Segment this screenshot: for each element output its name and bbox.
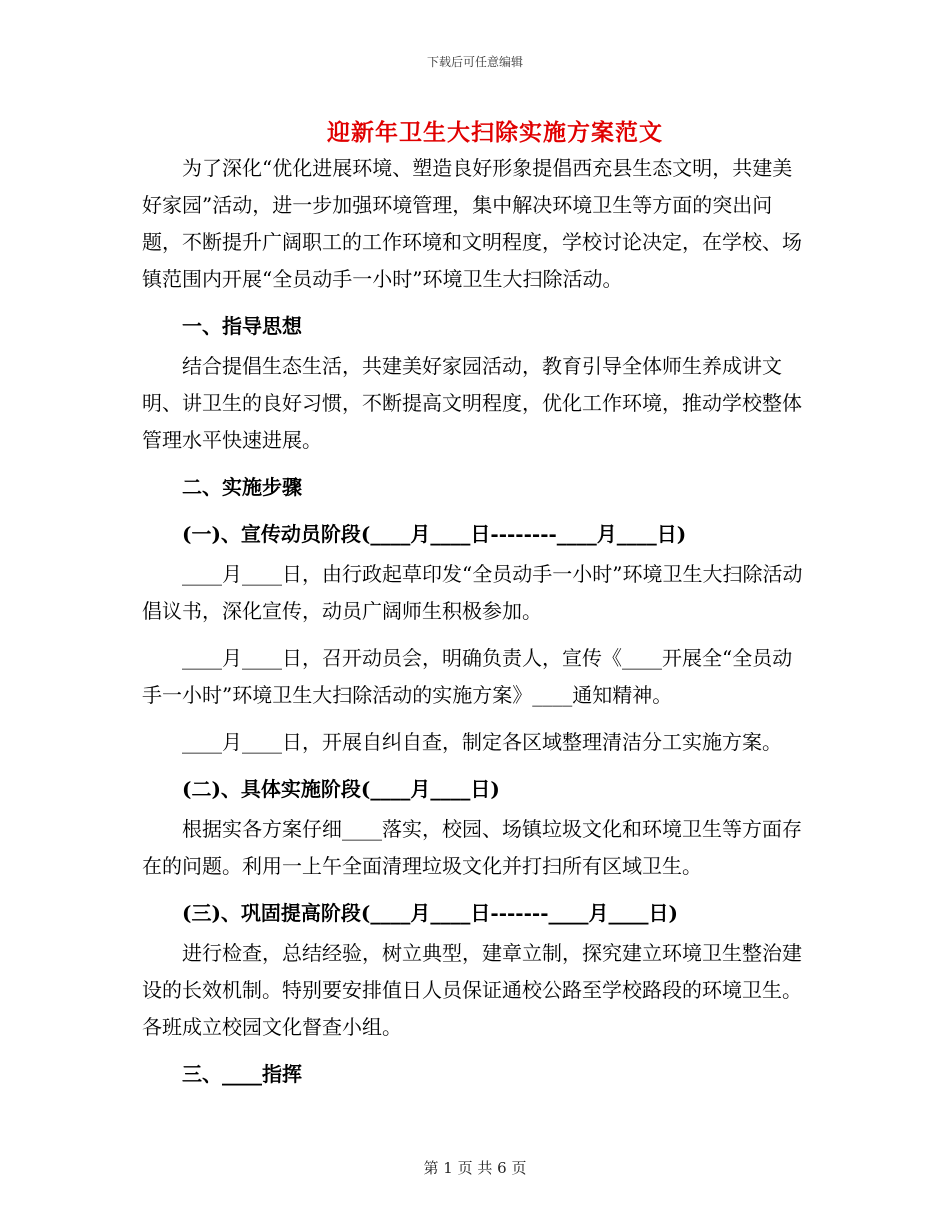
body-paragraph: 根据实各方案仔细____落实，校园、场镇垃圾文化和环境卫生等方面存在的问题。利用一上午全面清理垃圾文化并打扫所有区域卫生。 — [142, 817, 802, 878]
section-heading-command: 三、____指挥 — [182, 1062, 302, 1086]
document-body — [142, 150, 812, 1096]
subsection-heading-consolidation: (三)、巩固提高阶段(____月____日-------____月____日) — [182, 901, 678, 925]
body-paragraph: ____月____日，召开动员会，明确负责人，宣传《____开展全“全员动手一小时”环境卫生大扫除活动的实施方案》____通知精神。 — [142, 646, 793, 707]
document-title: 迎新年卫生大扫除实施方案范文 — [327, 119, 663, 146]
subsection-heading-implementation: (二)、具体实施阶段(____月____日) — [182, 777, 500, 801]
section-heading-implementation-steps: 二、实施步骤 — [182, 475, 302, 499]
section-heading-guiding-ideology: 一、指导思想 — [182, 314, 302, 338]
body-paragraph: ____月____日，开展自纠自查，制定各区域整理清洁分工实施方案。 — [182, 730, 782, 754]
page-header-note: 下载后可任意编辑 — [426, 55, 523, 69]
body-paragraph: ____月____日，由行政起草印发“全员动手一小时”环境卫生大扫除活动倡议书，深化宣传，动员广阔师生积极参加。 — [142, 562, 803, 623]
intro-paragraph: 为了深化“优化进展环境、塑造良好形象提倡西充县生态文明，共建美好家园”活动，进一步加强环境管理，集中解决环境卫生等方面的突出问题，不断提升广阔职工的工作环境和文明程度，学校讨论决定，在学校、场镇范围内开展“全员动手一小时”环境卫生大扫除活动。 — [142, 156, 802, 291]
page-number-footer: 第 1 页 共 6 页 — [423, 1159, 527, 1177]
body-paragraph: 结合提倡生态生活，共建美好家园活动，教育引导全体师生养成讲文明、讲卫生的良好习惯，不断提高文明程度，优化工作环境，推动学校整体管理水平快速进展。 — [142, 354, 802, 452]
subsection-heading-mobilization: (一)、宣传动员阶段(____月____日--------____月____日) — [182, 522, 687, 546]
body-paragraph: 进行检查，总结经验，树立典型，建章立制，探究建立环境卫生整治建设的长效机制。特别要安排值日人员保证通校公路至学校路段的环境卫生。各班成立校园文化督查小组。 — [142, 941, 802, 1039]
